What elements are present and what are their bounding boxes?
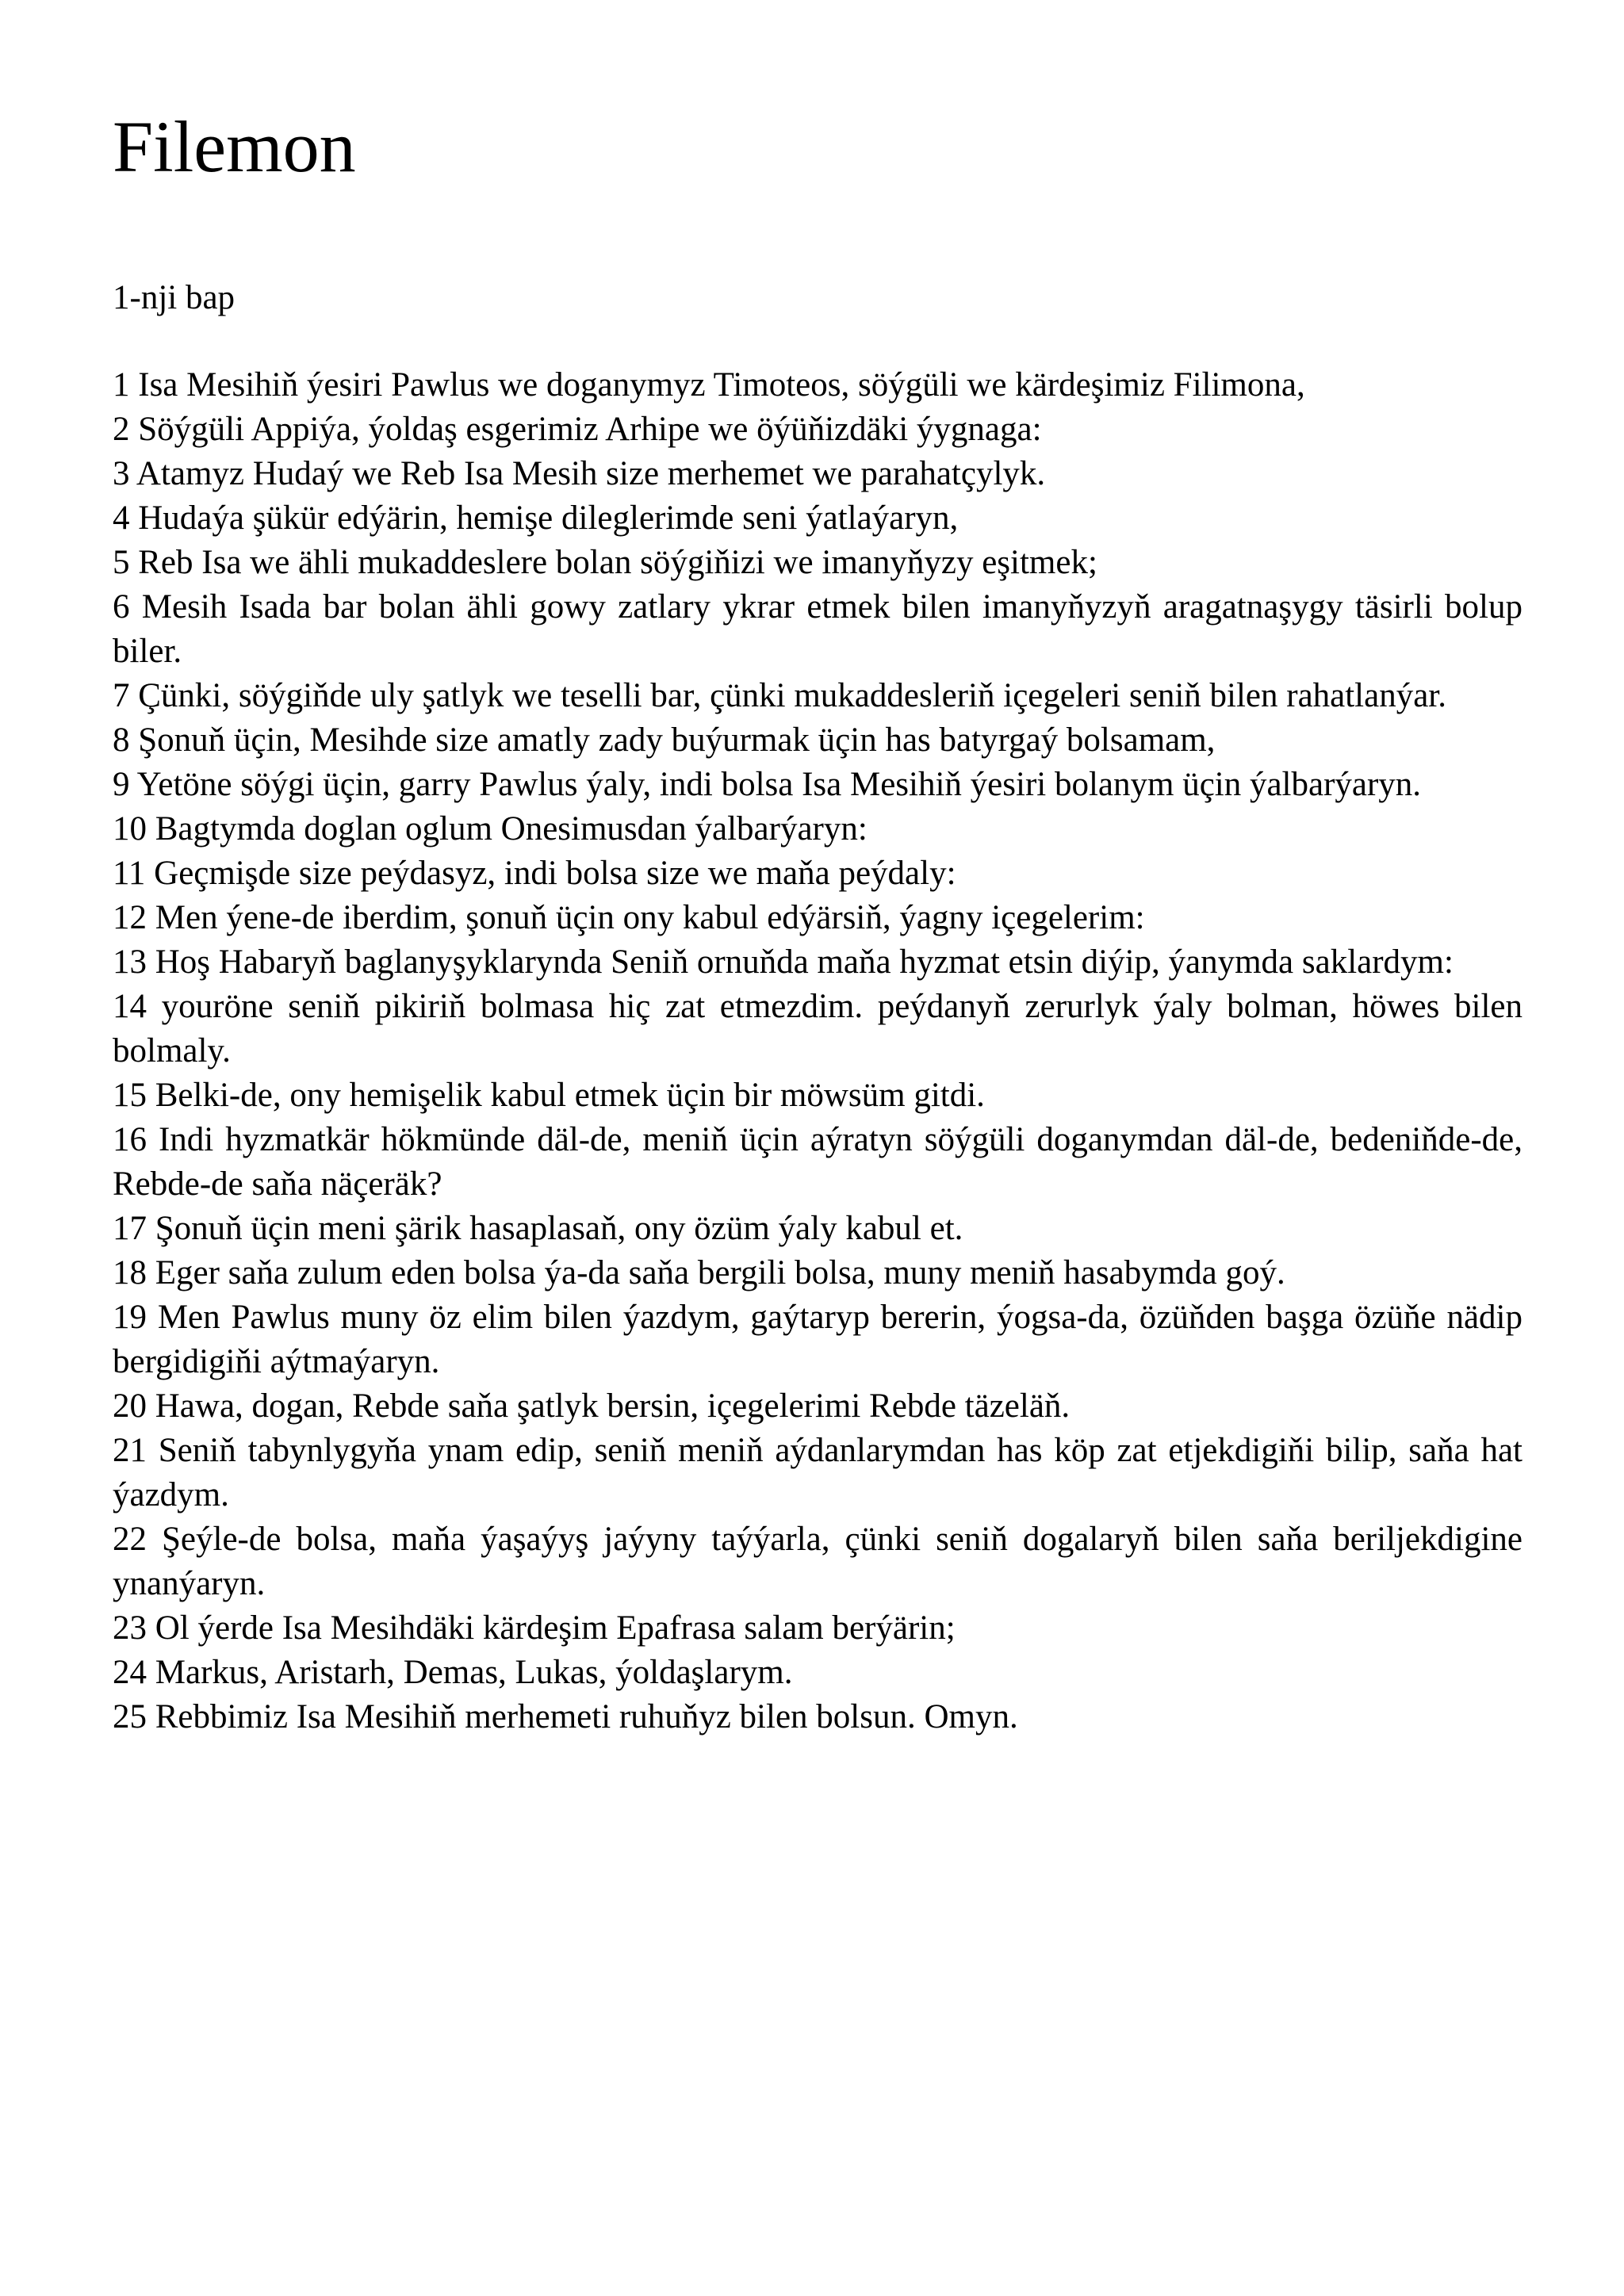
verse-6: 6 Mesih Isada bar bolan ähli gowy zatlary ykrar etmek bilen imanyňyzyň aragatnaşygy täsirli bolup biler. bbox=[113, 588, 1522, 670]
verse-18: 18 Eger saňa zulum eden bolsa ýa-da saňa bergili bolsa, muny meniň hasabymda goý. bbox=[113, 1254, 1285, 1292]
verse-13: 13 Hoş Habaryň baglanyşyklarynda Seniň ornuňda maňa hyzmat etsin diýip, ýanymda saklardym: bbox=[113, 943, 1454, 981]
verse-22: 22 Şeýle-de bolsa, maňa ýaşaýyş jaýyny taýýarla, çünki seniň dogalaryň bilen saňa beriljekdigine ynanýaryn. bbox=[113, 1521, 1522, 1602]
verse-20: 20 Hawa, dogan, Rebde saňa şatlyk bersin, içegelerimi Rebde täzeläň. bbox=[113, 1387, 1071, 1425]
verse-21: 21 Seniň tabynlygyňa ynam edip, seniň meniň aýdanlarymdan has köp zat etjekdigiňi bilip, saňa hat ýazdym. bbox=[113, 1432, 1522, 1513]
verse-1: 1 Isa Mesihiň ýesiri Pawlus we doganymyz Timoteos, söýgüli we kärdeşimiz Filimona, bbox=[113, 366, 1305, 404]
verse-16: 16 Indi hyzmatkär hökmünde däl-de, meniň üçin aýratyn söýgüli doganymdan däl-de, bedeniňde-de, Rebde-de saňa näçeräk? bbox=[113, 1121, 1522, 1203]
verse-9: 9 Yetöne söýgi üçin, garry Pawlus ýaly, indi bolsa Isa Mesihiň ýesiri bolanym üçin ýalbarýaryn. bbox=[113, 766, 1422, 803]
verse-3: 3 Atamyz Hudaý we Reb Isa Mesih size merhemet we parahatçylyk. bbox=[113, 455, 1046, 492]
verse-14: 14 youröne seniň pikiriň bolmasa hiç zat etmezdim. peýdanyň zerurlyk ýaly bolman, höwes bilen bolmaly. bbox=[113, 988, 1522, 1070]
verse-8: 8 Şonuň üçin, Mesihde size amatly zady buýurmak üçin has batyrgaý bolsamam, bbox=[113, 721, 1216, 759]
book-title: Filemon bbox=[113, 106, 356, 187]
verse-15: 15 Belki-de, ony hemişelik kabul etmek üçin bir möwsüm gitdi. bbox=[113, 1077, 985, 1114]
chapter-heading: 1-nji bap bbox=[113, 279, 236, 316]
verse-19: 19 Men Pawlus muny öz elim bilen ýazdym, gaýtaryp bererin, ýogsa-da, özüňden başga özüňe nädip bergidigiňi aýtmaýaryn. bbox=[113, 1299, 1522, 1380]
verse-list bbox=[113, 363, 1522, 1739]
verse-17: 17 Şonuň üçin meni şärik hasaplasaň, ony özüm ýaly kabul et. bbox=[113, 1210, 963, 1247]
verse-2: 2 Söýgüli Appiýa, ýoldaş esgerimiz Arhipe we öýüňizdäki ýygnaga: bbox=[113, 411, 1042, 448]
verse-11: 11 Geçmişde size peýdasyz, indi bolsa size we maňa peýdaly: bbox=[113, 855, 956, 892]
verse-12: 12 Men ýene-de iberdim, şonuň üçin ony kabul edýärsiň, ýagny içegelerim: bbox=[113, 899, 1145, 936]
verse-7: 7 Çünki, söýgiňde uly şatlyk we teselli bar, çünki mukaddesleriň içegeleri seniň bilen rahatlanýar. bbox=[113, 677, 1446, 714]
verse-10: 10 Bagtymda doglan oglum Onesimusdan ýalbarýaryn: bbox=[113, 810, 868, 848]
verse-4: 4 Hudaýa şükür edýärin, hemişe dileglerimde seni ýatlaýaryn, bbox=[113, 499, 959, 537]
verse-5: 5 Reb Isa we ähli mukaddeslere bolan söýgiňizi we imanyňyzy eşitmek; bbox=[113, 544, 1097, 581]
verse-25: 25 Rebbimiz Isa Mesihiň merhemeti ruhuňyz bilen bolsun. Omyn. bbox=[113, 1698, 1018, 1735]
verse-23: 23 Ol ýerde Isa Mesihdäki kärdeşim Epafrasa salam berýärin; bbox=[113, 1609, 956, 1647]
verse-24: 24 Markus, Aristarh, Demas, Lukas, ýoldaşlarym. bbox=[113, 1654, 793, 1691]
